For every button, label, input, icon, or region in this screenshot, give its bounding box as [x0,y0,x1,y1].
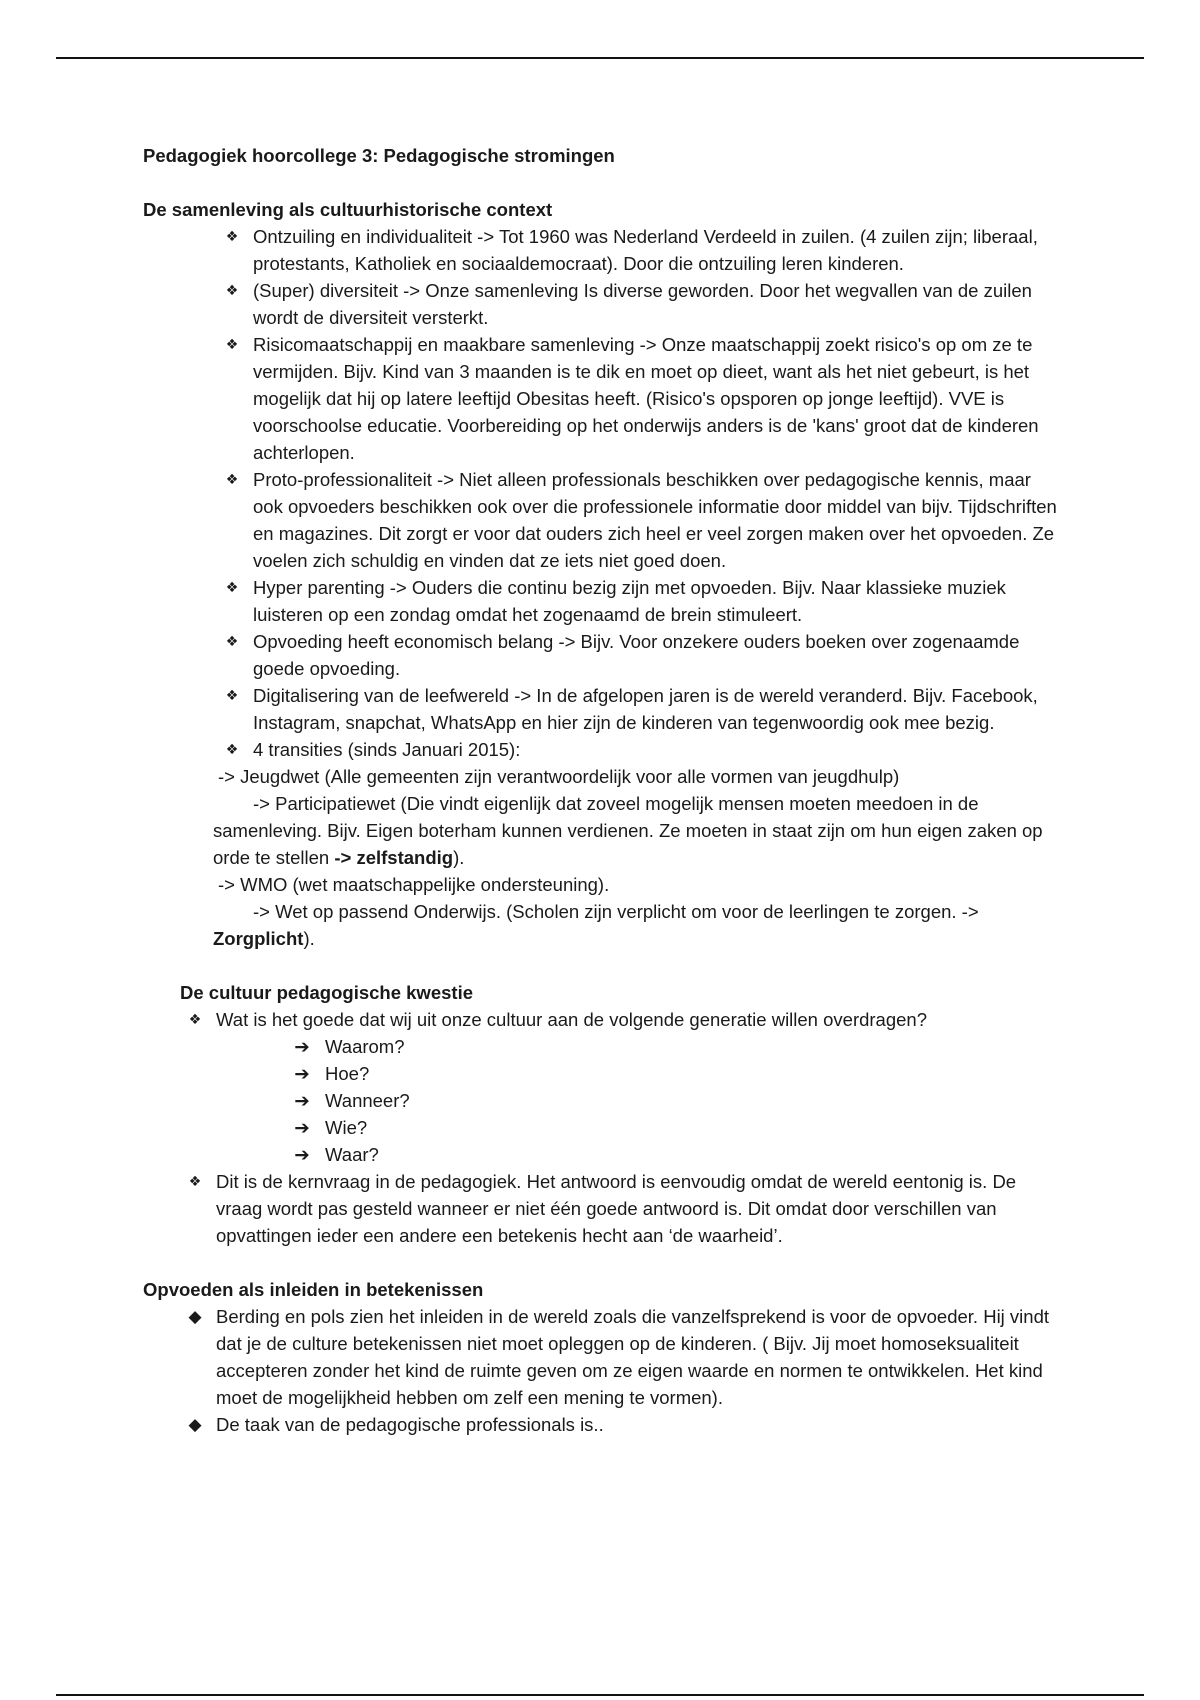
list-item: ❖ Proto-professionaliteit -> Niet alleen professionals beschikken over pedagogische kennis, maar ook opvoeders beschikken ook over die professionele informatie door middel van bijv. Tijdschriften en magazines. Dit zorgt er voor dat ouders zich heel er veel zorgen maken over het opvoeden. Ze voelen zich schuldig en vinden dat ze iets niet goed doen. [253,466,1063,574]
question-words-list [180,1033,1063,1168]
samenleving-list [143,223,1063,763]
list-item: ❖ Wat is het goede dat wij uit onze cultuur aan de volgende generatie willen overdragen? [216,1006,1063,1033]
list-item: ❖ Risicomaatschappij en maakbare samenleving -> Onze maatschappij zoekt risico's op om ze te vermijden. Bijv. Kind van 3 maanden is te dik en moet op dieet, want als het niet gebeurt, is het mogelijk dat hij op latere leeftijd Obesitas heeft. (Risico's opsporen op jonge leeftijd). VVE is voorschoolse educatie. Voorbereiding op het onderwijs anders is de 'kans' groot dat de kinderen achterlopen. [253,331,1063,466]
diamond-bullet-icon: ◆ [188,1307,202,1326]
list-item: ➔ Hoe? [325,1060,1063,1087]
diamond-bullet-icon: ❖ [225,579,239,595]
list-item: ➔ Waarom? [325,1033,1063,1060]
list-item: ❖ Digitalisering van de leefwereld -> In de afgelopen jaren is de wereld veranderd. Bijv. Facebook, Instagram, snapchat, WhatsApp en hier zijn de kinderen van tegenwoordig ook mee bezig. [253,682,1063,736]
list-item: ❖ Ontzuiling en individualiteit -> Tot 1960 was Nederland Verdeeld in zuilen. (4 zuilen zijn; liberaal, protestants, Katholiek en sociaaldemocraat). Door die ontzuiling leren kinderen. [253,223,1063,277]
list-item: ➔ Wie? [325,1114,1063,1141]
section-cultuur [143,979,1063,1249]
diamond-bullet-icon: ❖ [188,1011,202,1027]
cultuur-conclusion-list [180,1168,1063,1249]
section-heading-opvoeden: Opvoeden als inleiden in betekenissen [143,1279,484,1300]
list-item: ❖ (Super) diversiteit -> Onze samenleving Is diverse geworden. Door het wegvallen van de zuilen wordt de diversiteit versterkt. [253,277,1063,331]
section-heading-samenleving: De samenleving als cultuurhistorische context [143,199,553,220]
opvoeden-list [143,1303,1063,1438]
cultuur-list [180,1006,1063,1033]
list-item: ❖ 4 transities (sinds Januari 2015): [253,736,1063,763]
list-item: ➔ Wanneer? [325,1087,1063,1114]
list-item: ❖ Hyper parenting -> Ouders die continu bezig zijn met opvoeden. Bijv. Naar klassieke muziek luisteren op een zondag omdat het zogenaamd de brein stimuleert. [253,574,1063,628]
arrow-right-icon: ➔ [294,1090,310,1111]
arrow-right-icon: ➔ [294,1117,310,1138]
list-item: ❖ Dit is de kernvraag in de pedagogiek. Het antwoord is eenvoudig omdat de wereld eentonig is. De vraag wordt pas gesteld wanneer er niet één goede antwoord is. Dit omdat door verschillen van opvattingen ieder een andere een betekenis hecht aan ‘de waarheid’. [216,1168,1063,1249]
diamond-bullet-icon: ❖ [225,282,239,298]
transitie-passend-onderwijs: -> Wet op passend Onderwijs. (Scholen zijn verplicht om voor de leerlingen te zorgen. -> Zorgplicht). [213,901,979,949]
diamond-bullet-icon: ❖ [225,471,239,487]
diamond-bullet-icon: ❖ [188,1173,202,1189]
list-item: ❖ Opvoeding heeft economisch belang -> Bijv. Voor onzekere ouders boeken over zogenaamde goede opvoeding. [253,628,1063,682]
diamond-bullet-icon: ❖ [225,687,239,703]
diamond-bullet-icon: ◆ [188,1415,202,1434]
header-rule [56,57,1144,59]
diamond-bullet-icon: ❖ [225,336,239,352]
section-heading-cultuur: De cultuur pedagogische kwestie [180,982,473,1003]
list-item: ◆ Berding en pols zien het inleiden in de wereld zoals die vanzelfsprekend is voor de opvoeder. Hij vindt dat je de culture betekenissen niet moet opleggen op de kinderen. ( Bijv. Jij moet homoseksualiteit accepteren zonder het kind de ruimte geven om ze eigen waarde en normen te ontwikkelen. Het kind moet de mogelijkheid hebben om zelf een mening te vormen). [216,1303,1063,1411]
arrow-right-icon: ➔ [294,1036,310,1057]
diamond-bullet-icon: ❖ [225,741,239,757]
transitie-wmo: -> WMO (wet maatschappelijke ondersteuning). [218,874,610,895]
arrow-right-icon: ➔ [294,1063,310,1084]
diamond-bullet-icon: ❖ [225,228,239,244]
transitie-participatiewet: -> Participatiewet (Die vindt eigenlijk dat zoveel mogelijk mensen moeten meedoen in de samenleving. Bijv. Eigen boterham kunnen verdienen. Ze moeten in staat zijn om hun eigen zaken op orde te stellen -> zelfstandig). [213,793,1043,868]
diamond-bullet-icon: ❖ [225,633,239,649]
list-item: ◆ De taak van de pedagogische professionals is.. [216,1411,1063,1438]
transities-block [143,763,1063,952]
arrow-right-icon: ➔ [294,1144,310,1165]
list-item: ➔ Waar? [325,1141,1063,1168]
document-page [143,142,1063,1438]
transitie-jeugdwet: -> Jeugdwet (Alle gemeenten zijn verantwoordelijk voor alle vormen van jeugdhulp) [218,766,900,787]
section-opvoeden [143,1276,1063,1438]
document-title: Pedagogiek hoorcollege 3: Pedagogische stromingen [143,145,615,166]
footer-rule [56,1694,1144,1696]
